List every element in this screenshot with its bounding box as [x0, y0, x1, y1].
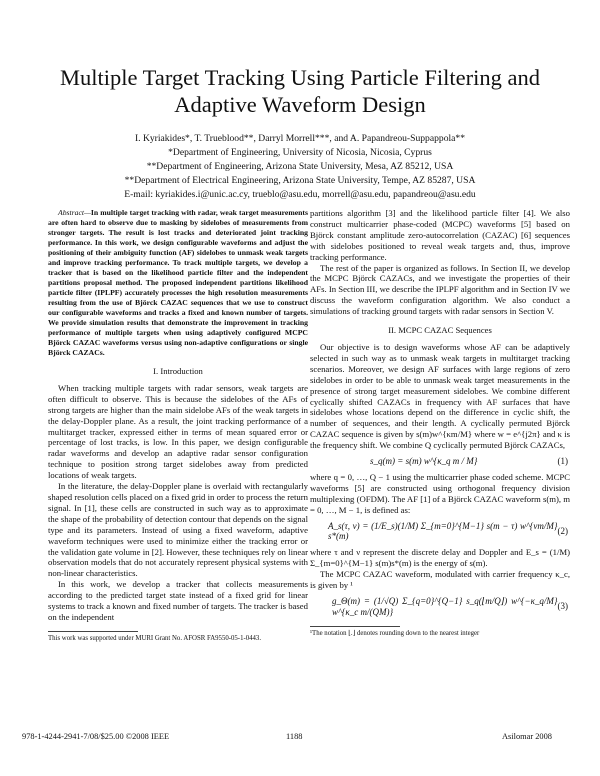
section2-paragraph-2: where q = 0, …, Q − 1 using the multicarrier phase coded scheme. MCPC waveforms [5] are constructed using orthogonal frequency division multiplexing (OFDM). The AF [1] of a Björck CAZAC waveform s(m), m = 0, …, M − 1, is defined as:: [310, 471, 570, 515]
section-heading-mcpc: II. MCPC CAZAC Sequences: [388, 325, 492, 336]
equation-3-body: g_Θ(m) = (1/√Q) Σ_{q=0}^{Q−1} s_q(⌊m/Q⌋) w^{−κ_q/M} w^{κ_c m/(QM)}: [332, 596, 558, 617]
author-names: I. Kyriakides*, T. Trueblood**, Darryl Morrell***, and A. Papandreou-Suppappola**: [134, 133, 466, 144]
footnote-rule-right: [310, 626, 400, 627]
intro-paragraph-2: In the literature, the delay-Doppler plane is overlaid with rectangularly shaped resolution cells placed on a fixed grid in order to process the return signal. In [1], these cells are constructed in such way as to approximate the shape of the probability of detection contour that depends on the signal type and its parameters. Instead of using a fixed waveform, adaptive waveform techniques were used to minimize either the tracking error or the validation gate volume in [2]. However, these techniques rely on linear observation models that do not accurately represent physical systems with non-linear characteristics.: [48, 481, 308, 579]
affiliation-3: **Department of Electrical Engineering, Arizona State University, Tempe, AZ 85287, USA: [124, 175, 476, 186]
abstract-lead: Abstract—: [58, 208, 91, 217]
equation-1: [310, 456, 570, 467]
intro-paragraph-1: When tracking multiple targets with radar sensors, weak targets are often difficult to observe. This is because the sidelobes of the AFs of strong targets are higher than the main sidelobe AFs of the weak targets in the delay-Doppler plane. As a result, the joint tracking performance of a multitarget tracker, expressed either in terms of mean squared error or percentage of lost tracks, is low. In this paper, we design configurable radar waveforms and develop an adaptive radar sensor configuration technique to position strong target sidelobes away from predicted locations of weak targets.: [48, 382, 308, 481]
left-column: [48, 208, 308, 643]
author-block: [30, 132, 570, 202]
abstract: [48, 208, 308, 358]
title-line-2: Adaptive Waveform Design: [174, 92, 426, 117]
section2-paragraph-3: where τ and ν represent the discrete delay and Doppler and E_s = (1/M) Σ_{m=0}^{M−1} s(m)s*(m) is the energy of s(m).: [310, 547, 570, 569]
notation-footnote: ¹The notation ⌊.⌋ denotes rounding down to the nearest integer: [310, 629, 480, 637]
right-column: [310, 208, 570, 638]
section2-paragraph-4: The MCPC CAZAC waveform, modulated with carrier frequency κ_c, is given by ¹: [310, 569, 570, 591]
equation-2-number: (2): [557, 526, 568, 537]
abstract-body: In multiple target tracking with radar, weak target measurements are often hard to observe due to masking by sidelobes of measurements from stronger targets. The result is lost tracks and deteriorated joint tracking performance. In this work, we design configurable waveforms and adjust the positioning of their ambiguity function (AF) sidelobes to unmask weak targets and improve tracking performance. To track multiple targets, we develop a tracker that is based on the likelihood particle filter and the independent partitions proposal method. The proposed independent partitions likelihood particle filter (IPLPF) accurately processes the high resolution measurements resulting from the use of Björck CAZAC sequences that we use to construct our configurable waveforms and tracks a fixed and known number of targets. We provide simulation results that demonstrate the improvement in tracking performance of multiple targets when using adaptively configured MCPC Björck CAZAC waveforms versus using non-adaptive configurations or single Björck CAZACs.: [48, 208, 308, 357]
equation-3-number: (3): [557, 601, 568, 612]
section-heading-introduction: I. Introduction: [153, 366, 203, 376]
footer-venue: Asilomar 2008: [501, 732, 552, 741]
footer-isbn: 978-1-4244-2941-7/08/$25.00 ©2008 IEEE: [22, 732, 170, 741]
equation-1-body: s_q(m) = s(m) w^{κ_q m / M}: [370, 456, 478, 467]
funding-footnote: This work was supported under MURI Grant No. AFOSR FA9550-05-1-0443.: [48, 634, 262, 642]
right-paragraph-2: The rest of the paper is organized as follows. In Section II, we develop the MCPC Björck CAZACs, and we investigate the properties of their AFs. In Section III, we describe the IPLPF algorithm and in Section IV we discuss the waveform configuration algorithm. We also conduct a simulations of tracking ground targets with radar sensors in Section V.: [310, 262, 570, 317]
equation-1-number: (1): [557, 456, 568, 467]
equation-2-body: A_s(τ, ν) = (1/E_s)(1/M) Σ_{m=0}^{M−1} s(m − τ) w^{νm/M} s*(m): [328, 520, 558, 542]
intro-paragraph-3: In this work, we develop a tracker that collects measurements according to the predicted target state instead of a fixed grid for linear systems to track a known and fixed number of targets. The tracker is based on the independent: [48, 579, 308, 622]
section2-paragraph-1: Our objective is to design waveforms whose AF can be adaptively selected in such way as to unmask weak targets in multitarget tracking scenarios. Moreover, we design AF surfaces with large regions of zero sidelobes in order to be able to unmask weak target measurements in the presence of strong target measurement sidelobes. We combine different cyclically shifted CAZACs in frequency with AF surfaces that have sidelobes whose locations depend on the difference in cyclic shift, the number of sequences, and their length. A cyclically permuted Björck CAZAC sequence is given by s(m)w^{κm/M} where w = e^{j2π} and κ is the frequency shift. We combine Q cyclically permuted Björck CAZACs,: [310, 341, 570, 451]
footer-page-number: 1188: [286, 732, 303, 741]
equation-2: [310, 521, 570, 543]
affiliation-1: *Department of Engineering, University of Nicosia, Nicosia, Cyprus: [168, 147, 432, 158]
paper-title: [30, 64, 570, 118]
right-paragraph-1: partitions algorithm [3] and the likelihood particle filter [4]. We also construct multicarrier phase-coded (MCPC) waveforms [5] based on Björck constant amplitude zero-autocorrelation (CAZAC) [6] sequences with sidelobes positioned to reveal weak targets and, thus, improve tracking performance.: [310, 208, 570, 262]
equation-3: [310, 596, 570, 618]
author-emails: E-mail: kyriakides.i@unic.ac.cy, trueblo@asu.edu, morrell@asu.edu, papandreou@asu.edu: [124, 189, 476, 200]
title-line-1: Multiple Target Tracking Using Particle Filtering and: [59, 65, 541, 90]
affiliation-2: **Department of Engineering, Arizona State University, Mesa, AZ 85212, USA: [146, 161, 454, 172]
footnote-rule: [48, 631, 138, 632]
